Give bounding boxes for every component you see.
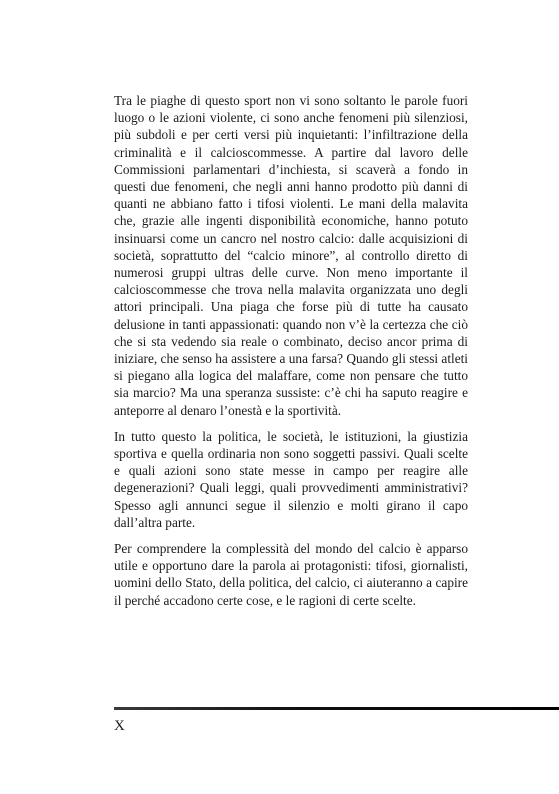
footer-rule bbox=[114, 707, 559, 710]
body-text bbox=[114, 92, 468, 618]
page-number: X bbox=[114, 718, 125, 734]
paragraph-2: In tutto questo la politica, le società, le istituzioni, la giustizia sportiva e quella ordinaria non sono soggetti passivi. Quali scelte e quali azioni sono state messe in campo per reagire alle degenerazioni? Quali leggi, quali provvedimenti amministrativi? Spesso agli annunci segue il silenzio e molti girano il capo dall’altra parte. bbox=[114, 428, 468, 530]
paragraph-3: Per comprendere la complessità del mondo del calcio è apparso utile e opportuno dare la parola ai protagonisti: tifosi, giornalisti, uomini dello Stato, della politica, del calcio, ci aiuteranno a capire il perché accadono certe cose, e le ragioni di certe scelte. bbox=[114, 541, 468, 608]
paragraph-1: Tra le piaghe di questo sport non vi sono soltanto le parole fuori luogo o le azioni violente, ci sono anche fenomeni più silenziosi, più subdoli e per certi versi più inquietanti: l’infiltrazione della criminalità e il calcioscommesse. A partire dal lavoro delle Commissioni parlamentari d’inchiesta, si scaverà a fondo in questi due fenomeni, che negli anni hanno prodotto più danni di quanti ne abbiano fatto i tifosi violenti. Le mani della malavita che, grazie alle ingenti disponibilità economiche, hanno potuto insinuarsi come un cancro nel nostro calcio: dalle acquisizioni di società, soprattutto del “calcio minore”, al controllo diretto di numerosi gruppi ultras delle curve. Non meno importante il calcioscommesse che trova nella malavita organizzata uno degli attori principali. Una piaga che forse più di tutte ha causato delusione in tanti appassionati: quando non v’è la certezza che ciò che si sta vedendo sia reale o combinato, deciso ancor prima di iniziare, che senso ha assistere a una farsa? Quando gli stessi atleti si piegano alla logica del malaffare, come non pensare che tutto sia marcio? Ma una speranza sussiste: c’è chi ha saputo reagire e anteporre al denaro l’onestà e la sportività. bbox=[114, 93, 468, 418]
